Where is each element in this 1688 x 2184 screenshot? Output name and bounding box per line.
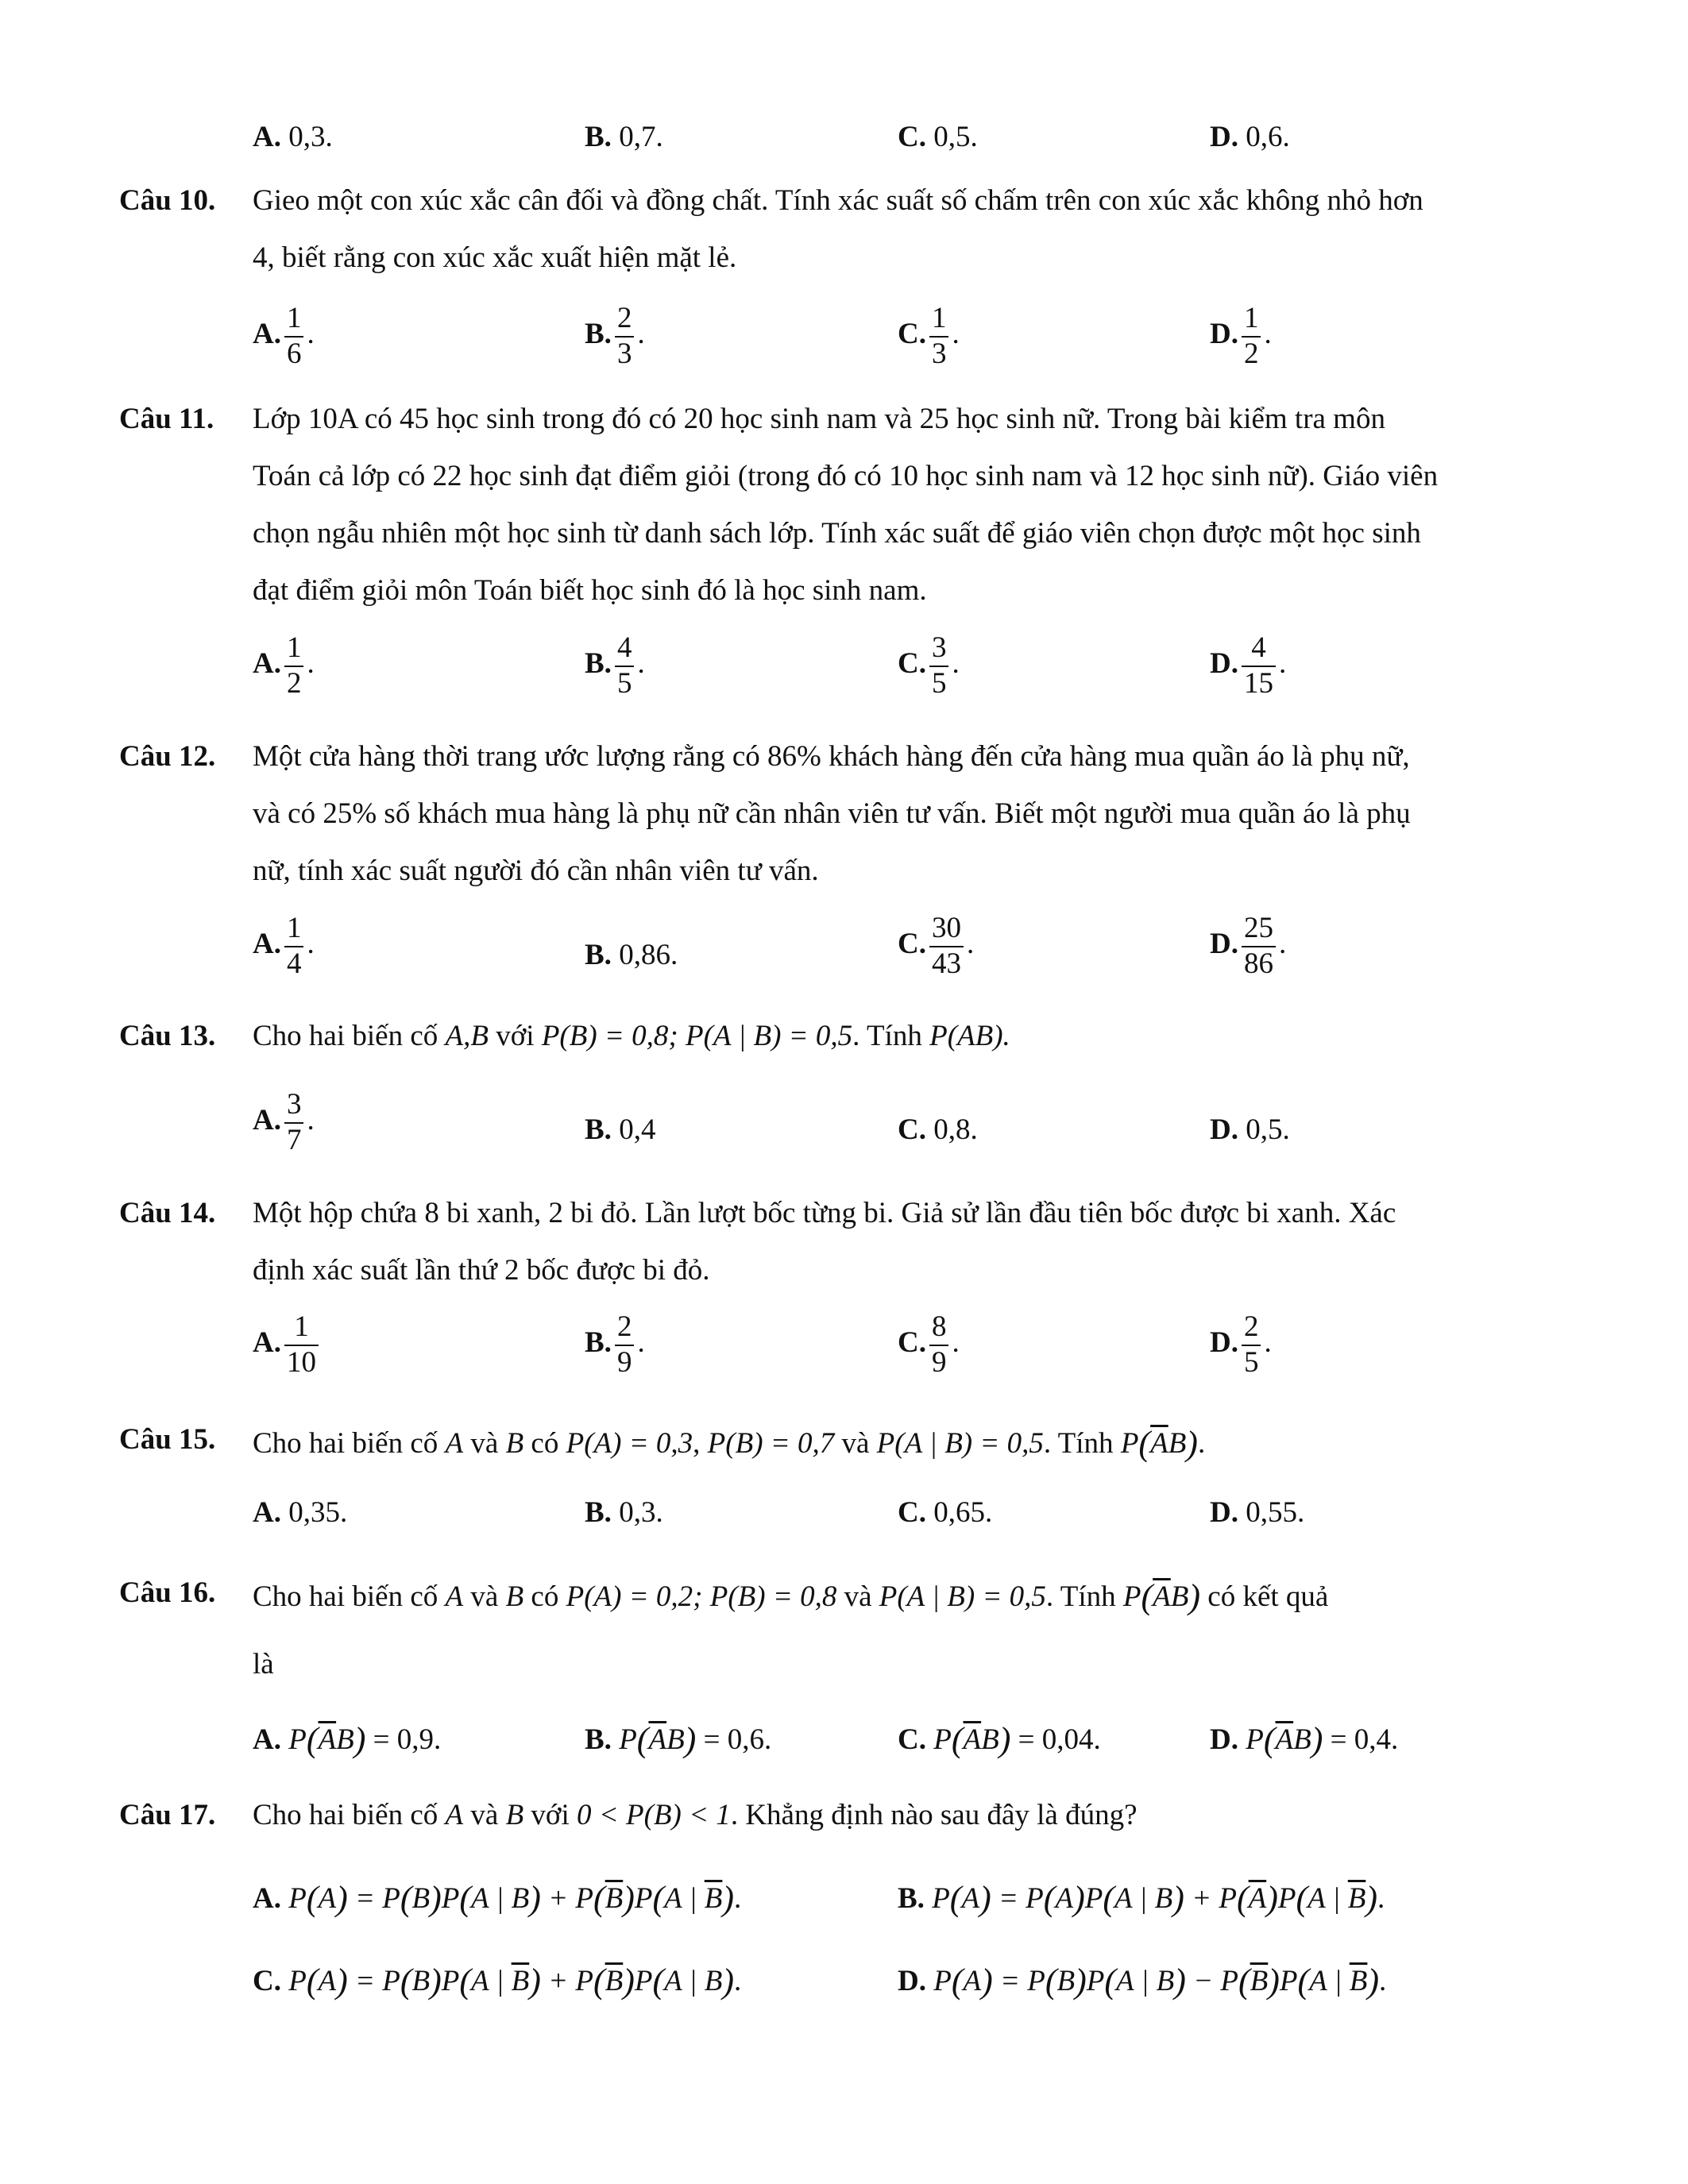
q11-option-c[interactable]: C. $\frac{3}{5}$ . [898, 631, 960, 700]
q10-option-c[interactable]: C. $\frac{1}{3}$ . [898, 302, 960, 370]
q11-option-a[interactable]: A. $\frac{1}{2}$ . [253, 631, 315, 700]
fraction: $\frac{2}{5}$ [1242, 1310, 1261, 1379]
q13-option-a[interactable]: A. $\frac{3}{7}$ . [253, 1088, 315, 1156]
question-text-line: Cho hai biến cố A và B có P(A) = 0,3, P(B) = 0,7 và P(A | B) = 0,5. Tính $P(\overline{A}B)$. [253, 1424, 1206, 1463]
question-text-line: Cho hai biến cố A và B có P(A) = 0,2; P(B) = 0,8 và P(A | B) = 0,5. Tính $P(\overline{A}B)$ có kết quả [253, 1577, 1329, 1616]
q12-option-a[interactable]: A. $\frac{1}{4}$ . [253, 912, 315, 980]
fraction: $\frac{2}{9}$ [615, 1310, 635, 1379]
question-number: Câu 10. [119, 184, 216, 217]
fraction: $\frac{4}{15}$ [1242, 631, 1276, 700]
q14-option-a[interactable]: A. $\frac{1}{10}$ [253, 1310, 322, 1379]
question-text-line: Lớp 10A có 45 học sinh trong đó có 20 học sinh nam và 25 học sinh nữ. Trong bài kiểm tra môn [253, 403, 1385, 435]
q13-option-c[interactable]: C. 0,8. [898, 1113, 978, 1146]
fraction: $\frac{2}{3}$ [615, 302, 635, 371]
fraction: $\frac{3}{7}$ [284, 1088, 304, 1157]
q14-option-b[interactable]: B. $\frac{2}{9}$ . [585, 1310, 645, 1379]
question-text-line: Toán cả lớp có 22 học sinh đạt điểm giỏi (trong đó có 10 học sinh nam và 12 học sinh nữ). Giáo viên [253, 460, 1439, 492]
fraction: $\frac{1}{10}$ [284, 1310, 319, 1379]
question-text-line: Một cửa hàng thời trang ước lượng rằng có 86% khách hàng đến cửa hàng mua quần áo là phụ nữ, [253, 740, 1410, 773]
q9-option-c[interactable]: C. 0,5. [898, 121, 978, 153]
fraction: $\frac{1}{2}$ [1242, 302, 1261, 371]
fraction: $\frac{1}{6}$ [284, 302, 304, 371]
question-number: Câu 16. [119, 1576, 216, 1609]
question-text-line: Cho hai biến cố A và B với 0 < P(B) < 1. Khẳng định nào sau đây là đúng? [253, 1799, 1138, 1831]
fraction: $\frac{1}{2}$ [284, 631, 304, 700]
question-text-line: là [253, 1648, 274, 1680]
q16-option-d[interactable]: D. $P(\overline{A}B) = 0,4$. [1210, 1720, 1399, 1759]
q15-option-a[interactable]: A. 0,35. [253, 1496, 348, 1529]
q9-option-d[interactable]: D. 0,6. [1210, 121, 1290, 153]
q14-option-d[interactable]: D. $\frac{2}{5}$ . [1210, 1310, 1272, 1379]
q10-option-d[interactable]: D. $\frac{1}{2}$ . [1210, 302, 1272, 370]
q10-option-b[interactable]: B. $\frac{2}{3}$ . [585, 302, 645, 370]
q17-option-b[interactable]: B. P(A) = P(A)P(A | $B) + P(\overline{A})P(A$ | $\overline{B}$). [898, 1879, 1385, 1918]
q15-option-d[interactable]: D. 0,55. [1210, 1496, 1305, 1529]
q15-option-b[interactable]: B. 0,3. [585, 1496, 663, 1529]
question-text-line: chọn ngẫu nhiên một học sinh từ danh sách lớp. Tính xác suất để giáo viên chọn được một học sinh [253, 517, 1421, 550]
question-number: Câu 13. [119, 1020, 216, 1052]
question-text-line: Một hộp chứa 8 bi xanh, 2 bi đỏ. Lần lượt bốc từng bi. Giả sử lần đầu tiên bốc được bi xanh. Xác [253, 1197, 1396, 1229]
q11-option-b[interactable]: B. $\frac{4}{5}$ . [585, 631, 645, 700]
q15-option-c[interactable]: C. 0,65. [898, 1496, 993, 1529]
q17-option-c[interactable]: C. P(A) = P(B)P(A | $\overline{B}) + P(\overline{B})P(A$ | B). [253, 1962, 742, 2001]
q16-option-c[interactable]: C. $P(\overline{A}B) = 0,04$. [898, 1720, 1101, 1759]
q12-option-d[interactable]: D. $\frac{25}{86}$ . [1210, 912, 1287, 980]
fraction: $\frac{4}{5}$ [615, 631, 635, 700]
question-text-line: Cho hai biến cố A,B với P(B) = 0,8; P(A | B) = 0,5. Tính P(AB). [253, 1020, 1010, 1052]
question-text-line: định xác suất lần thứ 2 bốc được bi đỏ. [253, 1254, 710, 1287]
q13-option-d[interactable]: D. 0,5. [1210, 1113, 1290, 1146]
q10-option-a[interactable]: A. $\frac{1}{6}$ . [253, 302, 315, 370]
question-text-line: nữ, tính xác suất người đó cần nhân viên tư vấn. [253, 855, 819, 887]
fraction: $\frac{3}{5}$ [929, 631, 949, 700]
question-text-line: và có 25% số khách mua hàng là phụ nữ cần nhân viên tư vấn. Biết một người mua quần áo là phụ [253, 797, 1411, 830]
q12-option-b[interactable]: B. 0,86. [585, 939, 678, 971]
q9-option-a[interactable]: A. 0,3. [253, 121, 333, 153]
fraction: $\frac{1}{3}$ [929, 302, 949, 371]
q11-option-d[interactable]: D. $\frac{4}{15}$ . [1210, 631, 1287, 700]
fraction: $\frac{30}{43}$ [929, 912, 964, 981]
fraction: $\frac{25}{86}$ [1242, 912, 1276, 981]
q13-option-b[interactable]: B. 0,4 [585, 1113, 656, 1146]
question-number: Câu 17. [119, 1799, 216, 1831]
question-text-line: 4, biết rằng con xúc xắc xuất hiện mặt lẻ. [253, 241, 737, 274]
question-number: Câu 12. [119, 740, 216, 773]
q9-option-b[interactable]: B. 0,7. [585, 121, 663, 153]
question-text-line: đạt điểm giỏi môn Toán biết học sinh đó là học sinh nam. [253, 574, 927, 607]
question-text-line: Gieo một con xúc xắc cân đối và đồng chất. Tính xác suất số chấm trên con xúc xắc không nhỏ hơn [253, 184, 1423, 217]
q14-option-c[interactable]: C. $\frac{8}{9}$ . [898, 1310, 960, 1379]
question-number: Câu 15. [119, 1423, 216, 1456]
fraction: $\frac{8}{9}$ [929, 1310, 949, 1379]
q16-option-a[interactable]: A. $P(\overline{A}B) = 0,9$. [253, 1720, 442, 1759]
q16-option-b[interactable]: B. $P(\overline{A}B) = 0,6$. [585, 1720, 772, 1759]
q12-option-c[interactable]: C. $\frac{30}{43}$ . [898, 912, 975, 980]
question-number: Câu 14. [119, 1197, 216, 1229]
fraction: $\frac{1}{4}$ [284, 912, 304, 981]
question-number: Câu 11. [119, 403, 214, 435]
q17-option-a[interactable]: A. P(A) = P(B)P(A | $B) + P(\overline{B})P(A$ | $\overline{B}$). [253, 1879, 742, 1918]
q17-option-d[interactable]: D. P(A) = P(B)P(A | $B) - P(\overline{B})P(A$ | $\overline{B}$). [898, 1962, 1387, 2001]
